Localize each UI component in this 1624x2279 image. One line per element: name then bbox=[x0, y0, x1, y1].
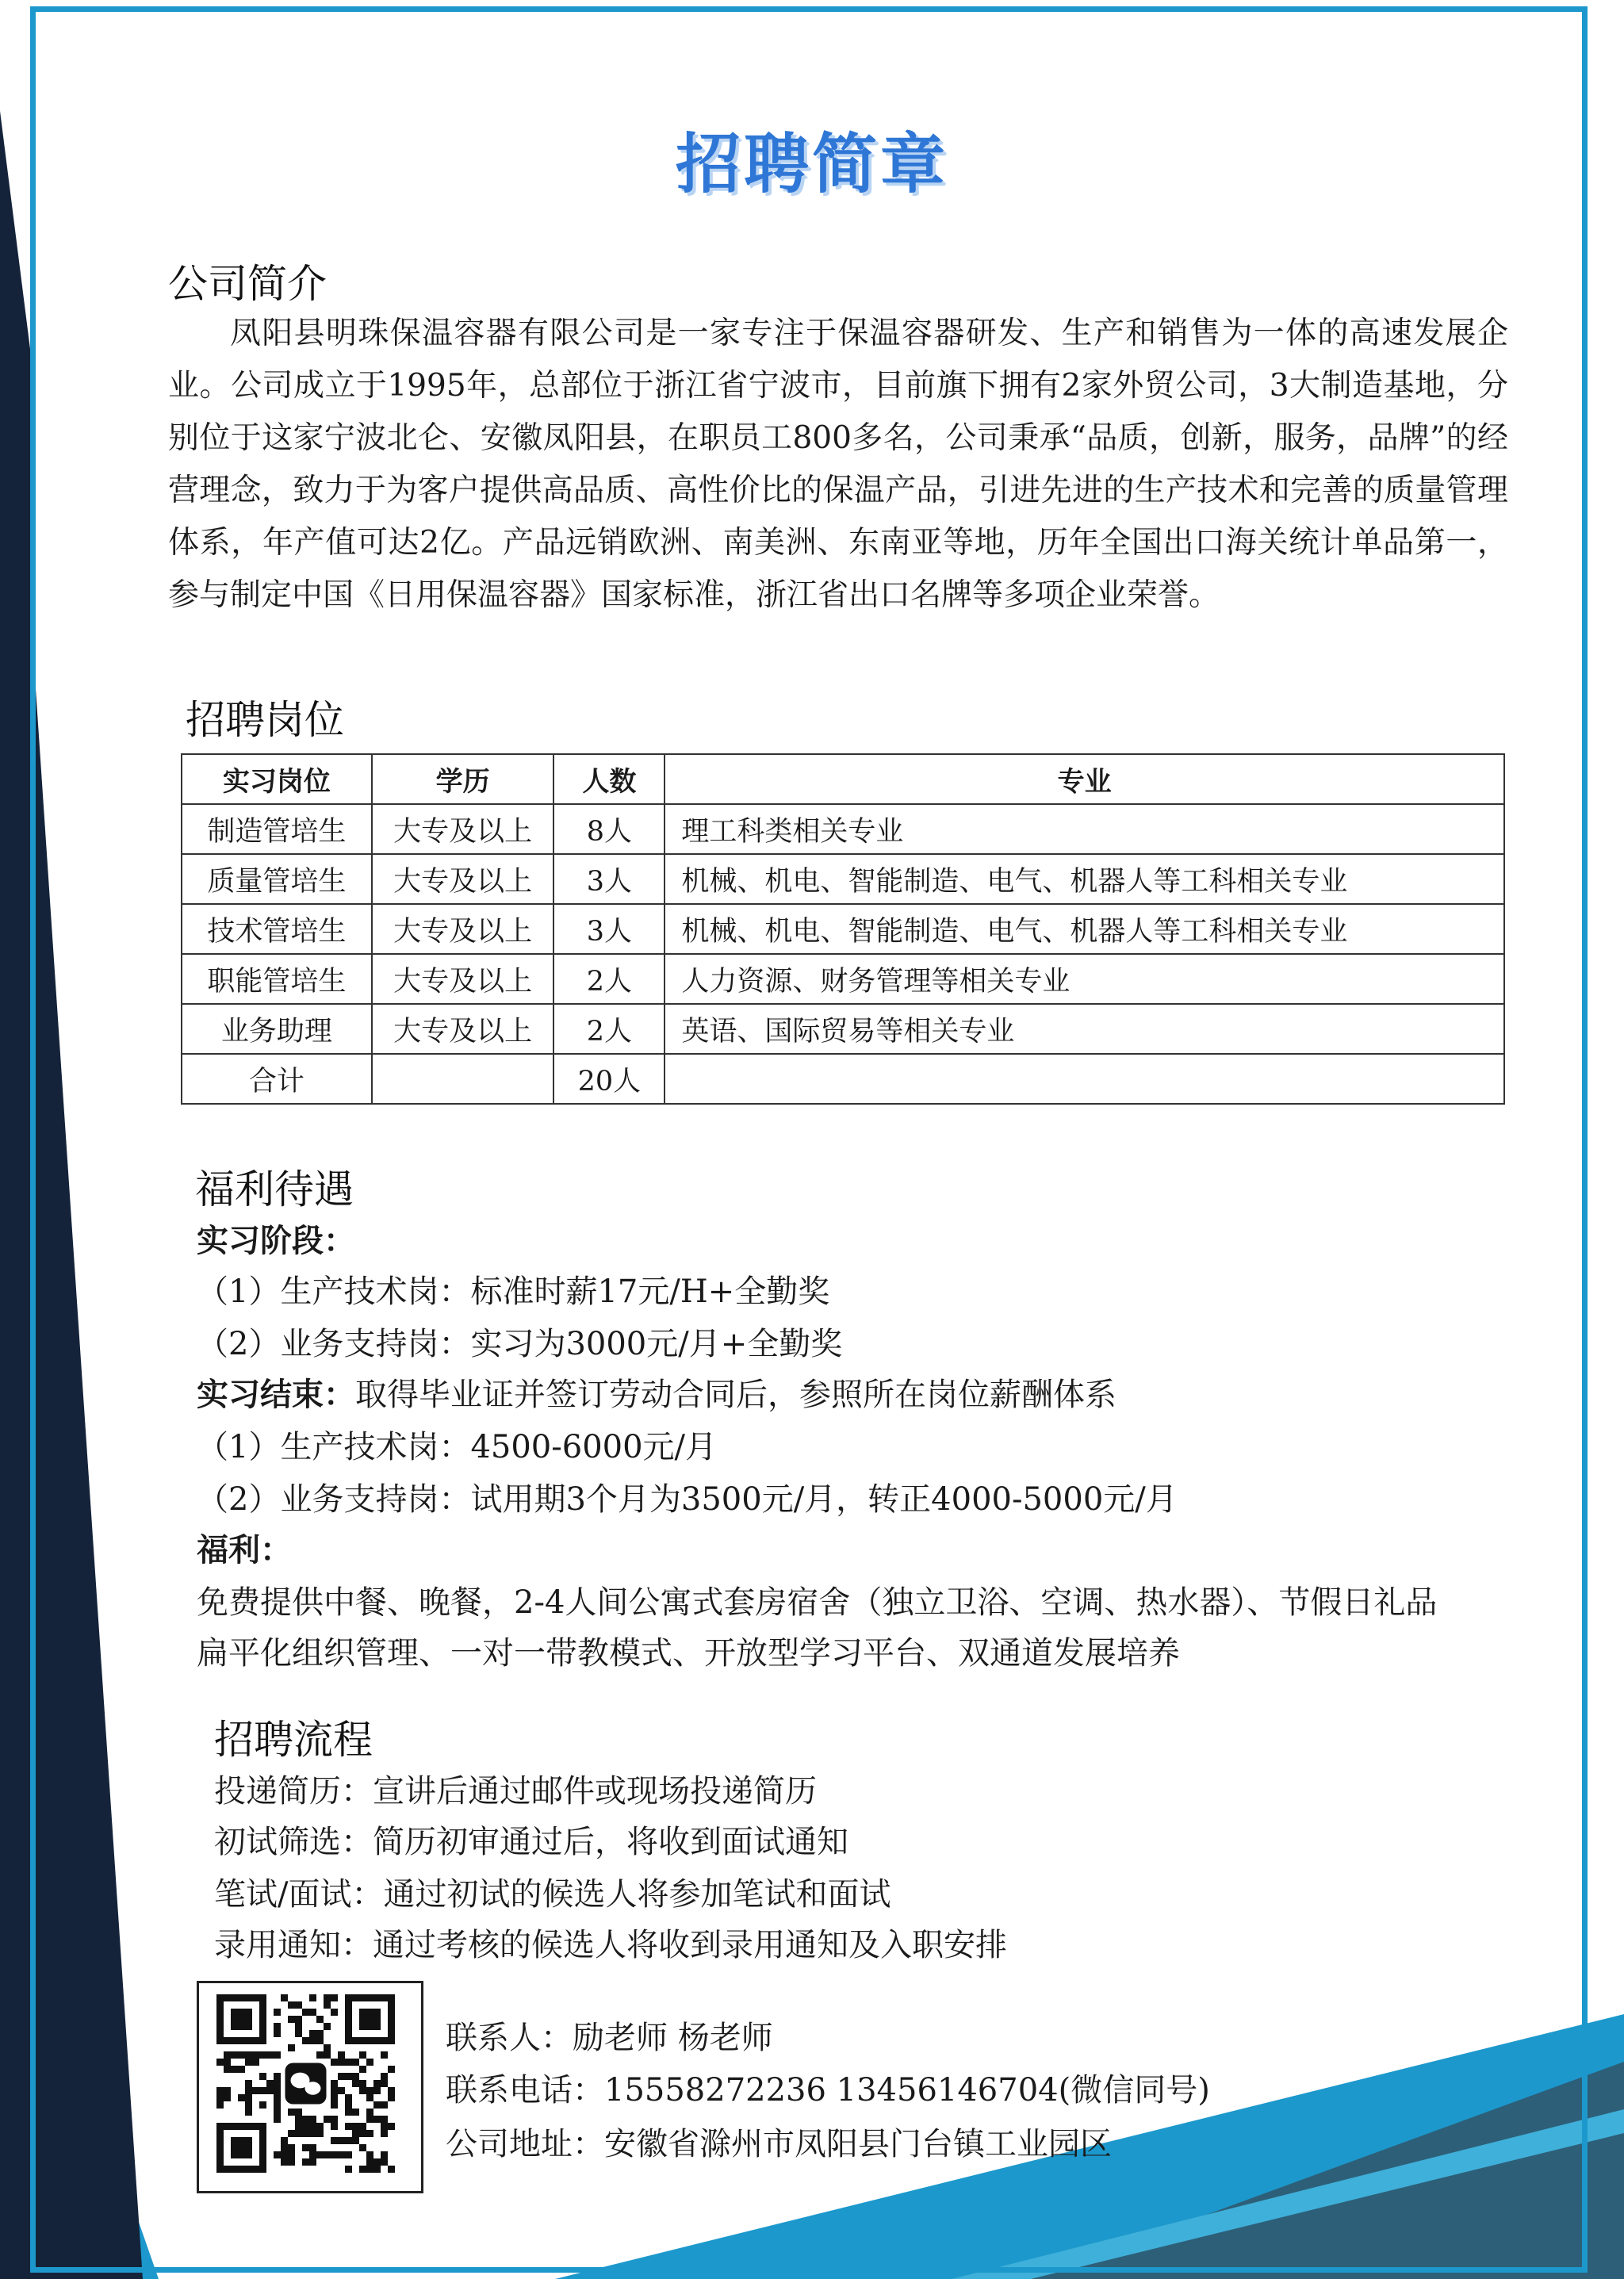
qr-module bbox=[338, 2073, 345, 2080]
qr-module bbox=[266, 2080, 274, 2087]
qr-module bbox=[331, 2101, 338, 2109]
cell-count: 3人 bbox=[553, 854, 665, 904]
qr-module bbox=[281, 1994, 288, 2001]
qr-module bbox=[331, 2116, 338, 2123]
cell-job: 质量管培生 bbox=[182, 854, 372, 904]
qr-module bbox=[331, 2137, 338, 2144]
qr-module bbox=[224, 2051, 231, 2059]
qr-module bbox=[224, 2059, 231, 2066]
qr-module bbox=[259, 2051, 266, 2059]
qr-module bbox=[381, 2123, 388, 2130]
qr-module bbox=[295, 2123, 302, 2130]
qr-module bbox=[381, 2073, 388, 2080]
qr-module bbox=[281, 2158, 288, 2166]
qr-module bbox=[238, 2094, 245, 2101]
qr-module bbox=[274, 2109, 281, 2116]
after-salary-2: （2）业务支持岗：试用期3个月为3500元/月，转正4000-5000元/月 bbox=[197, 1481, 1178, 1518]
table-header-row bbox=[182, 754, 1504, 804]
cell-education bbox=[372, 1054, 554, 1104]
process-step: 录用通知：通过考核的候选人将收到录用通知及入职安排 bbox=[214, 1927, 1007, 1963]
qr-module bbox=[316, 2030, 324, 2037]
qr-module bbox=[309, 2030, 316, 2037]
qr-module bbox=[274, 2023, 281, 2030]
qr-module bbox=[266, 2051, 274, 2059]
qr-module bbox=[309, 2144, 316, 2151]
qr-module bbox=[345, 2073, 352, 2080]
qr-module bbox=[252, 2059, 259, 2066]
qr-module bbox=[381, 2158, 388, 2166]
qr-module bbox=[352, 2080, 359, 2087]
qr-module bbox=[302, 2009, 309, 2016]
qr-module bbox=[216, 2087, 224, 2094]
qr-module bbox=[302, 2116, 309, 2123]
qr-module bbox=[252, 2087, 259, 2094]
qr-module bbox=[216, 2094, 224, 2101]
intern-salary-2: （2）业务支持岗：实习为3000元/月+全勤奖 bbox=[197, 1326, 843, 1362]
qr-module bbox=[324, 2151, 331, 2158]
qr-module bbox=[302, 2158, 309, 2166]
qr-module bbox=[316, 2151, 324, 2158]
qr-module bbox=[302, 2144, 309, 2151]
benefits-heading: 福利待遇 bbox=[195, 1166, 354, 1212]
qr-module bbox=[388, 2166, 395, 2173]
table-total-row bbox=[182, 1054, 1504, 1104]
qr-module bbox=[373, 2158, 381, 2166]
qr-module bbox=[373, 2080, 381, 2087]
qr-module bbox=[231, 2066, 238, 2073]
qr-module bbox=[338, 2059, 345, 2066]
intern-stage-label: 实习阶段： bbox=[197, 1222, 355, 1259]
qr-module bbox=[331, 2094, 338, 2101]
qr-module bbox=[373, 2116, 381, 2123]
qr-module bbox=[295, 2001, 302, 2009]
cell-count: 3人 bbox=[553, 904, 665, 954]
qr-module bbox=[345, 2094, 352, 2101]
qr-module bbox=[245, 2087, 252, 2094]
wechat-bubble bbox=[305, 2082, 321, 2094]
cell-count: 20人 bbox=[553, 1054, 665, 1104]
qr-module bbox=[288, 2130, 295, 2137]
qr-module bbox=[388, 2087, 395, 2094]
after-intern-label: 实习结束： bbox=[197, 1376, 355, 1413]
qr-module bbox=[274, 2087, 281, 2094]
cell-education: 大专及以上 bbox=[372, 854, 554, 904]
qr-module bbox=[224, 2066, 231, 2073]
qr-finder bbox=[359, 2009, 381, 2030]
qr-module bbox=[245, 2051, 252, 2059]
qr-module bbox=[331, 2087, 338, 2094]
qr-module bbox=[352, 2137, 359, 2144]
qr-module bbox=[331, 2009, 338, 2016]
qr-module bbox=[231, 2051, 238, 2059]
cell-education: 大专及以上 bbox=[372, 1004, 554, 1054]
qr-module bbox=[309, 2009, 316, 2016]
qr-module bbox=[316, 2037, 324, 2044]
page-title: 招聘简章 bbox=[675, 127, 948, 202]
after-intern-line bbox=[197, 1375, 1116, 1415]
qr-module bbox=[366, 2151, 373, 2158]
intro-paragraph: 凤阳县明珠保温容器有限公司是一家专注于保温容器研发、生产和销售为一体的高速发展企业。公司成立于1995年，总部位于浙江省宁波市，目前旗下拥有2家外贸公司，3大制造基地，分别位于这家宁波北仑、安徽凤阳县，在职员工800多名，公司秉承“品质，创新，服务，品牌”的经营理念，致力于为客户提供高品质、高性价比的保温产品，引进先进的生产技术和完善的质量管理体系，年产值可达2亿。产品远销欧洲、南美洲、东南亚等地，历年全国出口海关统计单品第一，参与制定中国《日用保温容器》国家标准，浙江省出口名牌等多项企业荣誉。 bbox=[168, 316, 1508, 613]
qr-module bbox=[238, 2051, 245, 2059]
qr-module bbox=[224, 2094, 231, 2101]
qr-code-graphic bbox=[199, 1983, 421, 2191]
qr-module bbox=[281, 2151, 288, 2158]
qr-module bbox=[381, 2116, 388, 2123]
qr-module bbox=[359, 2080, 366, 2087]
cell-job: 合计 bbox=[182, 1054, 372, 1104]
qr-module bbox=[359, 2144, 366, 2151]
qr-module bbox=[295, 2116, 302, 2123]
qr-module bbox=[302, 2123, 309, 2130]
qr-module bbox=[331, 1994, 338, 2001]
qr-module bbox=[324, 2051, 331, 2059]
qr-module bbox=[388, 2094, 395, 2101]
qr-module bbox=[309, 1994, 316, 2001]
qr-module bbox=[224, 2087, 231, 2094]
qr-module bbox=[245, 2109, 252, 2116]
qr-module bbox=[281, 2137, 288, 2144]
process-step: 投递简历：宣讲后通过邮件或现场投递简历 bbox=[214, 1773, 817, 1810]
cell-count: 2人 bbox=[553, 1004, 665, 1054]
cell-education: 大专及以上 bbox=[372, 804, 554, 854]
cell-major bbox=[665, 1054, 1504, 1104]
cell-job: 技术管培生 bbox=[182, 904, 372, 954]
qr-module bbox=[338, 2051, 345, 2059]
qr-module bbox=[381, 2151, 388, 2158]
qr-finder bbox=[231, 2009, 252, 2030]
qr-module bbox=[366, 2116, 373, 2123]
qr-module bbox=[216, 2059, 224, 2066]
qr-module bbox=[366, 2059, 373, 2066]
cell-job: 职能管培生 bbox=[182, 954, 372, 1004]
qr-module bbox=[388, 2123, 395, 2130]
qr-module bbox=[331, 2080, 338, 2087]
qr-module bbox=[274, 2101, 281, 2109]
qr-module bbox=[274, 2116, 281, 2123]
qr-finder bbox=[231, 2137, 252, 2158]
qr-module bbox=[331, 2123, 338, 2130]
qr-module bbox=[381, 2051, 388, 2059]
qr-module bbox=[309, 2116, 316, 2123]
cell-job: 业务助理 bbox=[182, 1004, 372, 1054]
qr-module bbox=[373, 2101, 381, 2109]
cell-major: 机械、机电、智能制造、电气、机器人等工科相关专业 bbox=[665, 854, 1504, 904]
intro-heading: 公司简介 bbox=[168, 261, 327, 307]
cell-count: 2人 bbox=[553, 954, 665, 1004]
table-row bbox=[182, 854, 1504, 904]
table-row bbox=[182, 954, 1504, 1004]
qr-module bbox=[259, 2087, 266, 2094]
qr-module bbox=[345, 2109, 352, 2116]
qr-module bbox=[352, 2059, 359, 2066]
process-step: 笔试/面试：通过初试的候选人将参加笔试和面试 bbox=[214, 1876, 891, 1913]
qr-module bbox=[324, 2044, 331, 2051]
positions-heading: 招聘岗位 bbox=[186, 697, 344, 743]
qr-module bbox=[359, 2123, 366, 2130]
qr-module bbox=[288, 2158, 295, 2166]
qr-module bbox=[359, 2051, 366, 2059]
qr-module bbox=[245, 2101, 252, 2109]
qr-module bbox=[352, 2109, 359, 2116]
welfare-line-1: 免费提供中餐、晚餐，2-4人间公寓式套房宿舍（独立卫浴、空调、热水器）、节假日礼品 bbox=[197, 1584, 1438, 1621]
table-row bbox=[182, 1004, 1504, 1054]
qr-module bbox=[381, 2101, 388, 2109]
qr-module bbox=[266, 2087, 274, 2094]
process-heading: 招聘流程 bbox=[214, 1717, 373, 1763]
cell-count: 8人 bbox=[553, 804, 665, 854]
qr-module bbox=[359, 2066, 366, 2073]
qr-module bbox=[274, 2073, 281, 2080]
contact-person: 联系人：励老师 杨老师 bbox=[446, 2020, 773, 2056]
qr-module bbox=[366, 2087, 373, 2094]
cell-major: 人力资源、财务管理等相关专业 bbox=[665, 954, 1504, 1004]
intern-salary-1: （1）生产技术岗：标准时薪17元/H+全勤奖 bbox=[197, 1274, 830, 1310]
qr-module bbox=[324, 2001, 331, 2009]
qr-module bbox=[316, 2130, 324, 2137]
after-intern-text: 取得毕业证并签订劳动合同后，参照所在岗位薪酬体系 bbox=[355, 1377, 1116, 1413]
qr-module bbox=[381, 2080, 388, 2087]
qr-module bbox=[316, 2051, 324, 2059]
qr-module bbox=[338, 2137, 345, 2144]
qr-module bbox=[316, 2123, 324, 2130]
cell-major: 理工科类相关专业 bbox=[665, 804, 1504, 854]
qr-module bbox=[324, 1994, 331, 2001]
cell-education: 大专及以上 bbox=[372, 904, 554, 954]
qr-module bbox=[359, 2166, 366, 2173]
qr-module bbox=[366, 2166, 373, 2173]
qr-module bbox=[295, 2030, 302, 2037]
qr-module bbox=[295, 2016, 302, 2023]
qr-module bbox=[366, 2109, 373, 2116]
qr-module bbox=[274, 2009, 281, 2016]
qr-module bbox=[366, 2130, 373, 2137]
qr-module bbox=[309, 2158, 316, 2166]
qr-module bbox=[295, 2130, 302, 2137]
qr-module bbox=[238, 2066, 245, 2073]
table-row bbox=[182, 804, 1504, 854]
qr-module bbox=[274, 2094, 281, 2101]
qr-module bbox=[309, 2151, 316, 2158]
qr-module bbox=[345, 2101, 352, 2109]
after-salary-1: （1）生产技术岗：4500-6000元/月 bbox=[197, 1429, 718, 1465]
qr-module bbox=[366, 2158, 373, 2166]
qr-module bbox=[245, 2080, 252, 2087]
qr-module bbox=[338, 2151, 345, 2158]
qr-module bbox=[274, 2080, 281, 2087]
qr-module bbox=[295, 2109, 302, 2116]
cell-education: 大专及以上 bbox=[372, 954, 554, 1004]
qr-module bbox=[302, 2037, 309, 2044]
qr-module bbox=[288, 2109, 295, 2116]
qr-module bbox=[352, 2123, 359, 2130]
qr-module bbox=[274, 2051, 281, 2059]
qr-module bbox=[345, 2059, 352, 2066]
qr-module bbox=[252, 2051, 259, 2059]
cell-major: 英语、国际贸易等相关专业 bbox=[665, 1004, 1504, 1054]
qr-module bbox=[324, 2116, 331, 2123]
qr-module bbox=[345, 2166, 352, 2173]
qr-module bbox=[388, 2066, 395, 2073]
qr-module bbox=[288, 2144, 295, 2151]
qr-module bbox=[331, 2059, 338, 2066]
qr-module bbox=[373, 2087, 381, 2094]
col-header-job: 实习岗位 bbox=[182, 754, 372, 804]
qr-module bbox=[288, 2151, 295, 2158]
qr-module bbox=[309, 2037, 316, 2044]
qr-module bbox=[309, 2123, 316, 2130]
col-header-count: 人数 bbox=[553, 754, 665, 804]
qr-module bbox=[274, 2030, 281, 2037]
qr-module bbox=[373, 2166, 381, 2173]
qr-module bbox=[324, 2023, 331, 2030]
qr-module bbox=[295, 2023, 302, 2030]
qr-module bbox=[345, 2151, 352, 2158]
qr-module bbox=[288, 2044, 295, 2051]
cell-job: 制造管培生 bbox=[182, 804, 372, 854]
qr-module bbox=[338, 2087, 345, 2094]
process-step: 初试筛选：简历初审通过后，将收到面试通知 bbox=[214, 1824, 848, 1860]
contact-address: 公司地址：安徽省滁州市凤阳县门台镇工业园区 bbox=[446, 2126, 1112, 2162]
qr-module bbox=[245, 2059, 252, 2066]
welfare-label: 福利： bbox=[197, 1531, 292, 1568]
col-header-major: 专业 bbox=[665, 754, 1504, 804]
qr-module bbox=[316, 2016, 324, 2023]
qr-module bbox=[216, 2101, 224, 2109]
table-row bbox=[182, 904, 1504, 954]
qr-module bbox=[331, 2151, 338, 2158]
qr-module bbox=[309, 2130, 316, 2137]
qr-module bbox=[288, 2016, 295, 2023]
qr-module bbox=[288, 2001, 295, 2009]
qr-module bbox=[274, 2151, 281, 2158]
qr-module bbox=[302, 2130, 309, 2137]
positions-table bbox=[181, 753, 1505, 1105]
qr-module bbox=[281, 2144, 288, 2151]
qr-module bbox=[359, 2087, 366, 2094]
qr-module bbox=[259, 2073, 266, 2080]
welfare-line-2: 扁平化组织管理、一对一带教模式、开放型学习平台、双通道发展培养 bbox=[197, 1635, 1180, 1672]
qr-module bbox=[245, 2094, 252, 2101]
qr-module bbox=[352, 2073, 359, 2080]
qr-module bbox=[366, 2094, 373, 2101]
qr-module bbox=[259, 2101, 266, 2109]
cell-major: 机械、机电、智能制造、电气、机器人等工科相关专业 bbox=[665, 904, 1504, 954]
qr-module bbox=[381, 2130, 388, 2137]
contact-phone: 联系电话：15558272236 13456146704(微信同号) bbox=[446, 2072, 1210, 2109]
qr-module bbox=[352, 2130, 359, 2137]
qr-module bbox=[345, 2123, 352, 2130]
col-header-education: 学历 bbox=[372, 754, 554, 804]
wechat-qr-code-icon bbox=[197, 1981, 423, 2193]
qr-module bbox=[345, 2137, 352, 2144]
qr-module bbox=[359, 2130, 366, 2137]
